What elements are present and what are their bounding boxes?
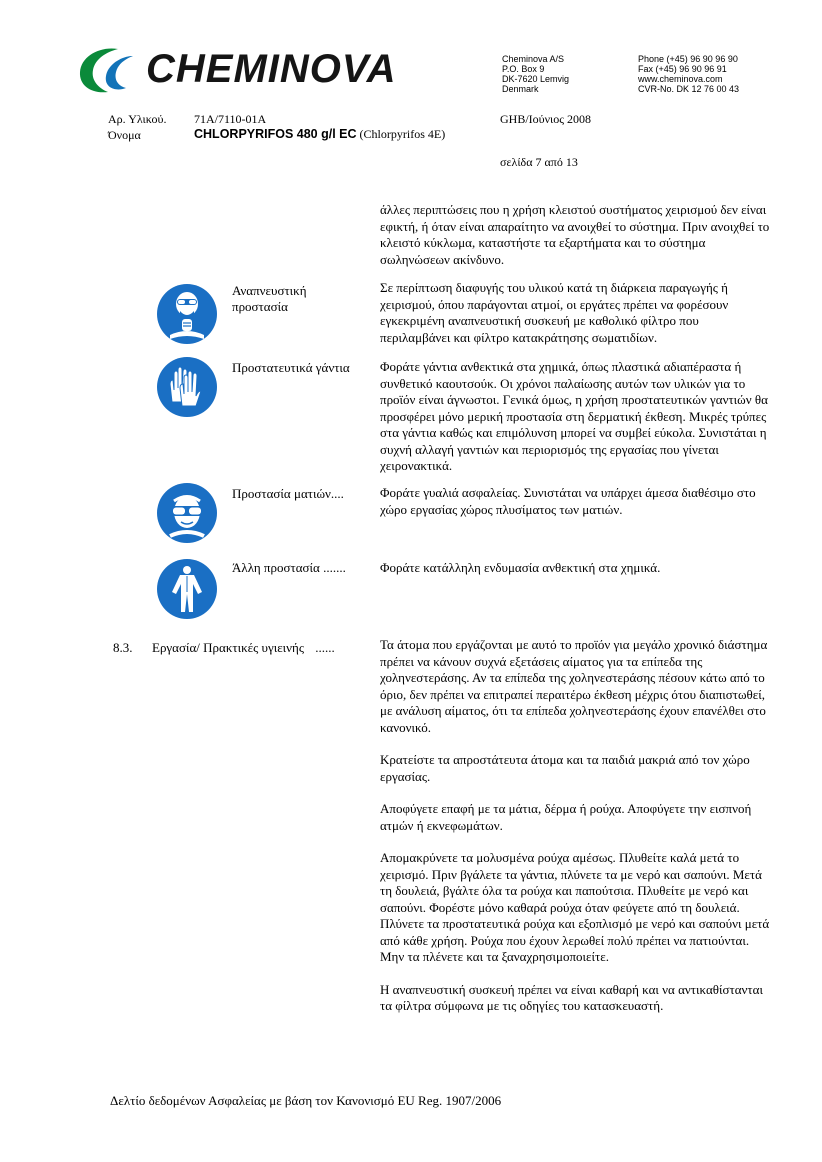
company-contact [638,54,739,94]
section-title-dots: ...... [315,640,335,655]
document-reference: GHB/Ιούνιος 2008 [500,112,592,126]
hygiene-paragraph: Η αναπνευστική συσκευή πρέπει να είναι καθαρή και να αντικαθίστανται τα φίλτρα σύμφωνα με τις οδηγίες του κατασκευαστή. [380,981,763,1013]
protective-gloves-label: Προστατευτικά γάντια [232,360,350,375]
intro-paragraph: άλλες περιπτώσεις που η χρήση κλειστού συστήματος χειρισμού δεν είναι εφικτή, ή όταν είναι απαραίτητο να ανοιχθεί το σύστημα. Πριν ανοιχθεί το κλειστό κύκλωμα, καταστήστε τα εξαρτήματα και το σύστημα σωληνώσεων ακίνδυνο. [380,202,770,267]
respirator-icon [156,283,218,345]
contact-line: Phone (+45) 96 90 96 90 [638,54,738,64]
respiratory-protection-text: Σε περίπτωση διαφυγής του υλικού κατά τη διάρκεια παραγωγής ή χειρισμού, όπου παράγονται ατμοί, οι εργάτες πρέπει να φορέσουν εγκεκριμένη αναπνευστική συσκευή με καθολικό φίλτρο που περιλαμβάνει και φίλτρο κατακράτησης σωματιδίων. [380,280,729,345]
contact-line: CVR-No. DK 12 76 00 43 [638,84,740,94]
hygiene-paragraph: Αποφύγετε επαφή με τα μάτια, δέρμα ή ρούχα. Αποφύγετε την εισπνοή ατμών ή εκνεφωμάτων. [380,801,752,833]
coverall-icon [156,558,218,620]
section-title: Εργασία/ Πρακτικές υγιεινής [152,640,304,655]
contact-line: www.cheminova.com [638,74,723,84]
name-label: Όνομα [108,128,141,142]
page-number: σελίδα 7 από 13 [500,155,578,169]
logo-mark-icon [78,46,140,94]
eye-protection-label: Προστασία ματιών.... [232,486,344,501]
goggles-icon [156,482,218,544]
material-number: 71A/7110-01A [194,112,267,126]
company-address [502,54,569,94]
product-name-line [194,126,445,142]
hygiene-paragraph: Κρατείστε τα απροστάτευτα άτομα και τα παιδιά μακριά από τον χώρο εργασίας. [380,752,750,784]
eye-protection-text: Φοράτε γυαλιά ασφαλείας. Συνιστάται να υπάρχει άμεσα διαθέσιμο στο χώρο εργασίας χώρος πλυσίματος των ματιών. [380,485,756,517]
address-line: P.O. Box 9 [502,64,545,74]
other-protection-text: Φοράτε κατάλληλη ενδυμασία ανθεκτική στα χημικά. [380,560,661,575]
material-label: Αρ. Υλικού. [108,112,167,126]
hygiene-paragraphs [380,637,770,1031]
hygiene-paragraph: Τα άτομα που εργάζονται με αυτό το προϊόν για μεγάλο χρονικό διάστημα πρέπει να κάνουν συχνά εξετάσεις αίματος για τα επίπεδα της χοληνεστεράσης. Αν τα επίπεδα της χοληνεστεράσης πέσουν κάτω από το όριο, δεν πρέπει να επιτραπεί περαιτέρω έκθεση μέχρις ότου διαπιστωθεί, με ανάλυση αίματος, ότι τα επίπεδα χοληνεστεράσης έχουν επανέλθει στο κανονικό. [380,637,768,735]
product-alt-name: (Chlorpyrifos 4E) [359,127,446,141]
respiratory-protection-label: Αναπνευστική προστασία [232,283,307,314]
hygiene-paragraph: Απομακρύνετε τα μολυσμένα ρούχα αμέσως. Πλυθείτε καλά μετά το χειρισμό. Πριν βγάλετε τα γάντια, πλύνετε τα με νερό και σαπούνι. Μετά τη δουλειά, βγάλτε όλα τα ρούχα και παπούτσια. Πλυθείτε με νερό και σαπούνι. Φορέστε μόνο καθαρά ρούχα όταν φεύγετε από τη δουλειά. Πλύνετε τα προστατευτικά ρούχα και εξοπλισμό με νερό και σαπούνι μετά από κάθε χρήση. Ρούχα που έχουν λερωθεί πολύ πρέπει να πατιούνται. Μην τα πλένετε και τα ξαναχρησιμοποιείτε. [380,850,770,964]
protective-gloves-text: Φοράτε γάντια ανθεκτικά στα χημικά, όπως πλαστικά αδιαπέραστα ή συνθετικό καουτσούκ. Οι χρόνοι παλαίωσης αυτών των υλικών για το προϊόν είναι άγνωστοι. Γενικά όμως, η χρήση προστατευτικών γαντιών θα προσφέρει μόνο μερική προστασία στη δερματική έκθεση. Μικρές τρύπες στα γάντια καθώς και επιμόλυνση μπορεί να συμβεί εύκολα. Συνιστάται η συχνή αλλαγή γαντιών και περιορισμός της εργασίας που γίνεται χειρονακτικά. [380,359,768,473]
other-protection-label: Άλλη προστασία ....... [232,560,346,575]
section-title-line [152,640,335,656]
logo-wordmark: CHEMINOVA [146,47,397,91]
section-number: 8.3. [113,640,133,655]
footer-regulation: Δελτίο δεδομένων Ασφαλείας με βάση τον Κανονισμό EU Reg. 1907/2006 [110,1093,502,1108]
contact-line: Fax (+45) 96 90 96 91 [638,64,727,74]
gloves-icon [156,356,218,418]
address-line: DK-7620 Lemvig [502,74,570,84]
address-line: Cheminova A/S [502,54,565,64]
product-name: CHLORPYRIFOS 480 g/l EC [194,127,357,141]
company-logo [78,44,438,94]
address-line: Denmark [502,84,539,94]
